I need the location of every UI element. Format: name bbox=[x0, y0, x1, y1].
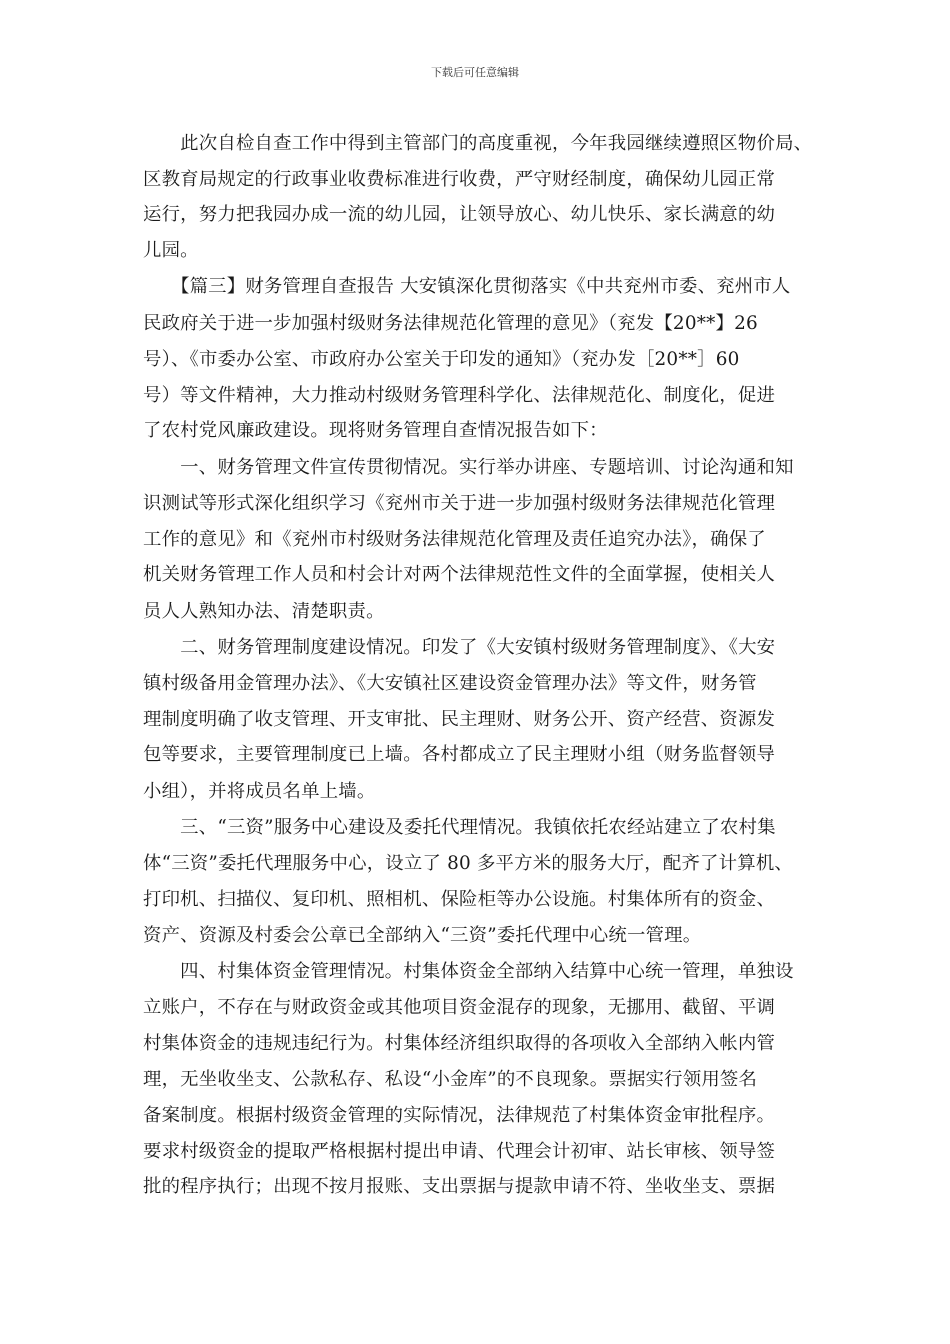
text-line: 工作的意见》和《兖州市村级财务法律规范化管理及责任追究办法》，确保了 bbox=[143, 529, 766, 550]
text-line: 【篇三】财务管理自查报告 大安镇深化贯彻落实《中共兖州市委、兖州市人 bbox=[143, 276, 791, 297]
text-line: 包等要求，主要管理制度已上墙。各村都成立了民主理财小组（财务监督领导 bbox=[143, 744, 776, 765]
text-line: 打印机、扫描仪、复印机、照相机、保险柜等办公设施。村集体所有的资金、 bbox=[143, 889, 776, 910]
text-line: 了农村党风廉政建设。现将财务管理自查情况报告如下： bbox=[143, 420, 608, 441]
text-line: 资产、资源及村委会公章已全部纳入“三资”委托代理中心统一管理。 bbox=[143, 925, 702, 946]
text-line: 理制度明确了收支管理、开支审批、民主理财、财务公开、资产经营、资源发 bbox=[143, 709, 776, 730]
text-line: 区教育局规定的行政事业收费标准进行收费，严守财经制度，确保幼儿园正常 bbox=[143, 169, 776, 190]
text-line: 镇村级备用金管理办法》、《大安镇社区建设资金管理办法》等文件，财务管 bbox=[143, 673, 757, 694]
text-line: 体“三资”委托代理服务中心，设立了 80 多平方米的服务大厅，配齐了计算机、 bbox=[143, 853, 793, 874]
text-line: 备案制度。根据村级资金管理的实际情况，法律规范了村集体资金审批程序。 bbox=[143, 1105, 776, 1126]
text-line: 批的程序执行；出现不按月报账、支出票据与提款申请不符、坐收坐支、票据 bbox=[143, 1176, 776, 1197]
text-line: 小组），并将成员名单上墙。 bbox=[143, 781, 376, 802]
text-line: 二、财务管理制度建设情况。印发了《大安镇村级财务管理制度》、《大安 bbox=[143, 637, 776, 658]
text-line: 此次自检自查工作中得到主管部门的高度重视，今年我园继续遵照区物价局、 bbox=[143, 133, 813, 154]
text-line: 儿园。 bbox=[143, 240, 199, 261]
text-line: 号）等文件精神，大力推动村级财务管理科学化、法律规范化、制度化，促进 bbox=[143, 385, 776, 406]
text-line: 三、“三资”服务中心建设及委托代理情况。我镇依托农经站建立了农村集 bbox=[143, 817, 776, 838]
page-header: 下载后可任意编辑 bbox=[431, 66, 519, 79]
text-line: 民政府关于进一步加强村级财务法律规范化管理的意见》（兖发【20**】26 bbox=[143, 313, 758, 334]
text-line: 一、财务管理文件宣传贯彻情况。实行举办讲座、专题培训、讨论沟通和知 bbox=[143, 457, 794, 478]
text-line: 村集体资金的违规违纪行为。村集体经济组织取得的各项收入全部纳入帐内管 bbox=[143, 1033, 776, 1054]
text-line: 识测试等形式深化组织学习《兖州市关于进一步加强村级财务法律规范化管理 bbox=[143, 493, 776, 514]
text-line: 机关财务管理工作人员和村会计对两个法律规范性文件的全面掌握，使相关人 bbox=[143, 564, 776, 585]
text-line: 四、村集体资金管理情况。村集体资金全部纳入结算中心统一管理，单独设 bbox=[143, 961, 794, 982]
text-line: 号）、《市委办公室、市政府办公室关于印发的通知》（兖办发［20**］60 bbox=[143, 349, 740, 370]
text-line: 立账户，不存在与财政资金或其他项目资金混存的现象，无挪用、截留、平调 bbox=[143, 997, 776, 1018]
text-line: 要求村级资金的提取严格根据村提出申请、代理会计初审、站长审核、领导签 bbox=[143, 1141, 776, 1162]
text-line: 运行，努力把我园办成一流的幼儿园，让领导放心、幼儿快乐、家长满意的幼 bbox=[143, 204, 776, 225]
text-line: 理，无坐收坐支、公款私存、私设“小金库”的不良现象。票据实行领用签名 bbox=[143, 1069, 758, 1090]
text-line: 员人人熟知办法、清楚职责。 bbox=[143, 601, 385, 622]
